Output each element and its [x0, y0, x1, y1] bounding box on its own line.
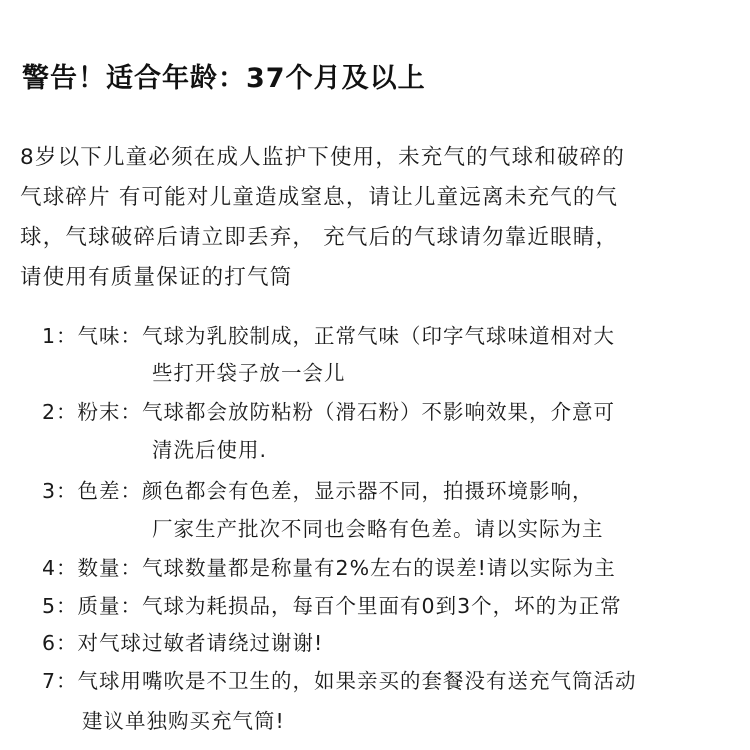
note-3-line-1: 3：色差：颜色都会有色差，显示器不同，拍摄环境影响，	[42, 479, 594, 503]
note-2-line-2: 清洗后使用.	[152, 438, 268, 462]
note-7-line-1: 7：气球用嘴吹是不卫生的，如果亲买的套餐没有送充气筒活动	[42, 669, 637, 693]
warning-title: 警告！适合年龄：37个月及以上	[22, 63, 426, 94]
note-4: 4：数量：气球数量都是称量有2%左右的误差!请以实际为主	[42, 556, 616, 580]
paragraph-line: 请使用有质量保证的打气筒	[20, 265, 293, 290]
note-6: 6：对气球过敏者请绕过谢谢!	[42, 631, 324, 655]
note-3-line-2: 厂家生产批次不同也会略有色差。请以实际为主	[152, 517, 604, 541]
safety-paragraph	[20, 138, 732, 298]
note-1-line-1: 1：气味：气球为乳胶制成，正常气味（印字气球味道相对大	[42, 324, 616, 348]
note-7-line-2: 建议单独购买充气筒!	[82, 709, 285, 733]
note-2-line-1: 2：粉末：气球都会放防粘粉（滑石粉）不影响效果，介意可	[42, 400, 616, 424]
note-5: 5：质量：气球为耗损品，每百个里面有0到3个，坏的为正常	[42, 594, 622, 618]
paragraph-line: 球，气球破碎后请立即丢弃， 充气后的气球请勿靠近眼睛，	[20, 225, 619, 250]
note-1-line-2: 些打开袋子放一会儿	[152, 361, 346, 385]
paragraph-line: 气球碎片 有可能对儿童造成窒息，请让儿童远离未充气的气	[20, 185, 619, 210]
paragraph-line: 8岁以下儿童必须在成人监护下使用，未充气的气球和破碎的	[20, 145, 626, 170]
